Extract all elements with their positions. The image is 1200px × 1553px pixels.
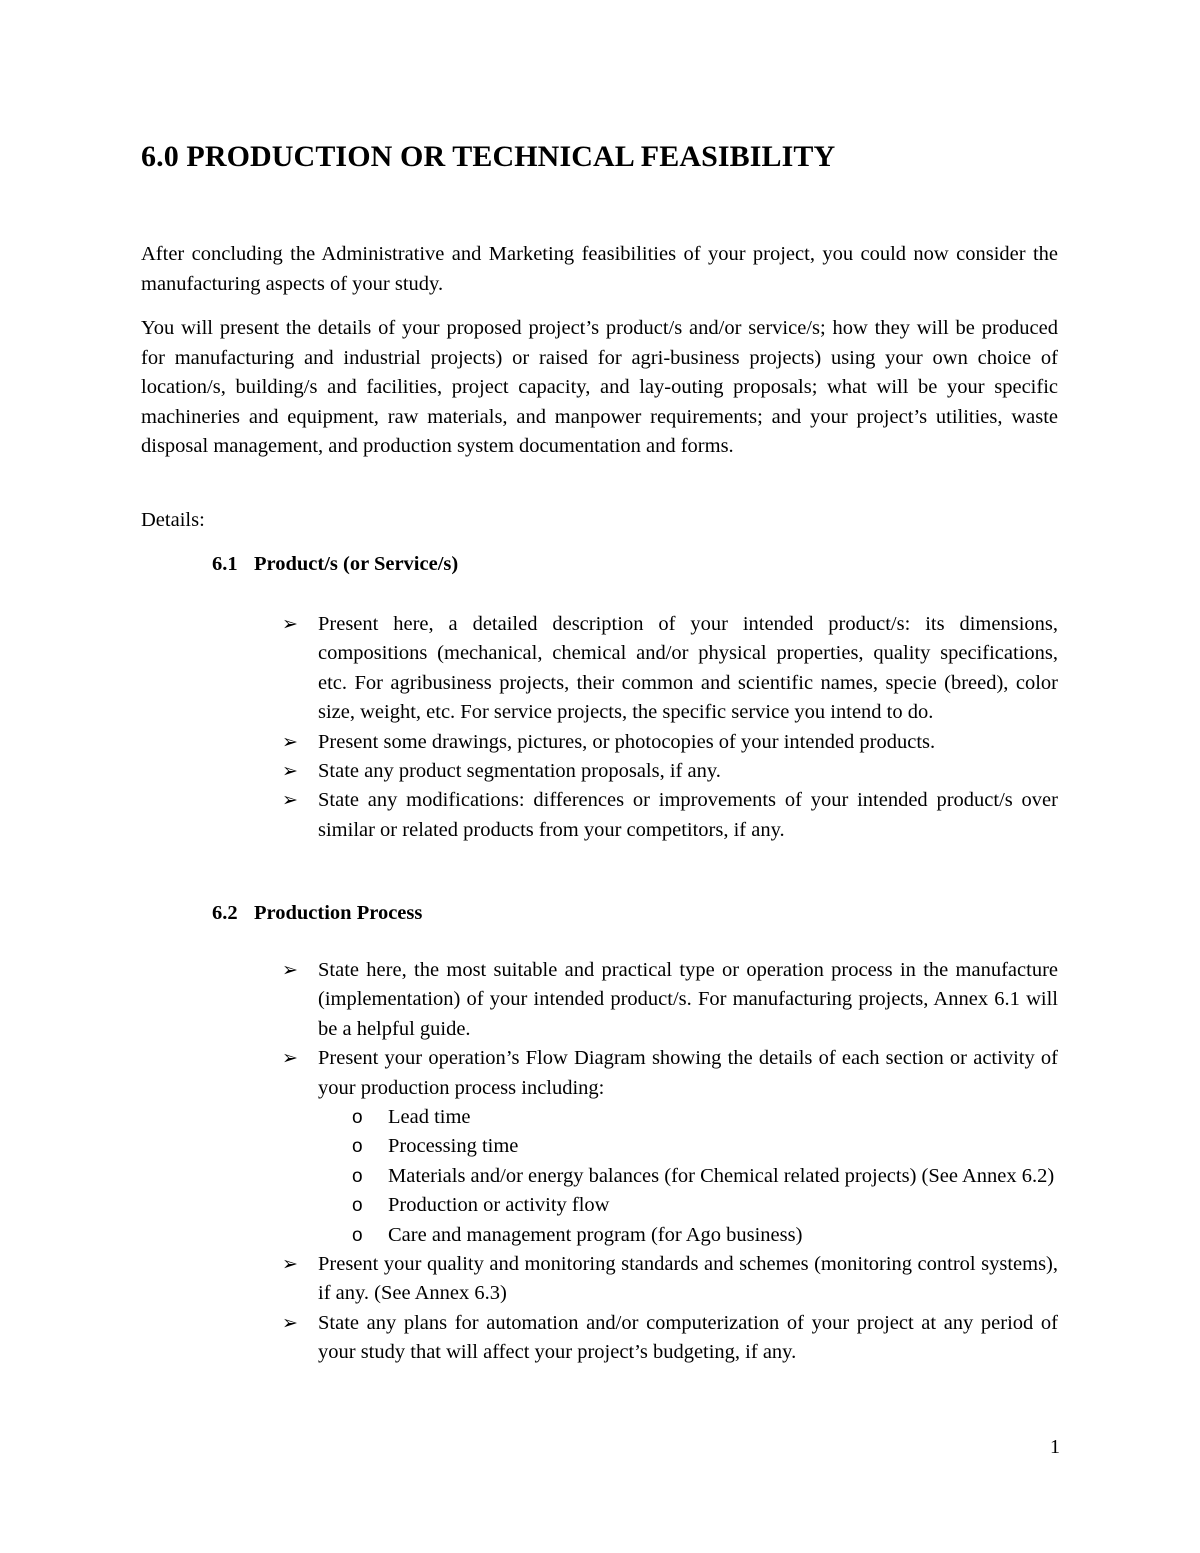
list-item: [282, 1044, 1058, 1250]
list-item-text: State here, the most suitable and practical type or operation process in the manufacture (implementation) of your intended product/s. For manufacturing projects, Annex 6.1 will be a helpful guide.: [318, 959, 1058, 1040]
arrow-bullet-icon: ➢: [282, 613, 298, 635]
section-6-1-heading: [212, 553, 458, 576]
sub-list-item-text: Materials and/or energy balances (for Chemical related projects) (See Annex 6.2): [388, 1164, 1055, 1187]
section-number: 6.2: [212, 902, 238, 924]
sub-list-item: [318, 1221, 1058, 1250]
page-number: 1: [1050, 1436, 1060, 1458]
list-item-text: Present your quality and monitoring standards and schemes (monitoring control systems), if any. (See Annex 6.3): [318, 1253, 1058, 1305]
list-item-text: State any product segmentation proposals, if any.: [318, 760, 721, 783]
sub-list-item: [318, 1191, 1058, 1220]
sub-list-item: [318, 1103, 1058, 1132]
circle-bullet-icon: o: [352, 1224, 363, 1246]
circle-bullet-icon: o: [352, 1165, 363, 1187]
list-item-text: State any plans for automation and/or computerization of your project at any period of your study that will affect your project’s budgeting, if any.: [318, 1311, 1058, 1364]
list-item: [282, 610, 1058, 728]
list-item: [282, 956, 1058, 1044]
arrow-bullet-icon: ➢: [282, 1253, 298, 1276]
list-item-text: State any modifications: differences or improvements of your intended product/s over similar or related products from your competitors, if any.: [318, 789, 1058, 841]
section-6-2-heading: [212, 902, 422, 925]
sub-list-item-text: Processing time: [388, 1135, 519, 1158]
sub-list-item-text: Care and management program (for Ago business): [388, 1223, 803, 1246]
details-label: Details:: [141, 509, 205, 531]
sub-list-item: [318, 1162, 1058, 1191]
arrow-bullet-icon: ➢: [282, 959, 298, 981]
section-title: Product/s (or Service/s): [254, 553, 459, 575]
section-6-2-list: [282, 956, 1058, 1368]
page-title: 6.0 PRODUCTION OR TECHNICAL FEASIBILITY: [141, 140, 836, 173]
sub-list: [318, 1103, 1058, 1250]
circle-bullet-icon: o: [352, 1136, 363, 1158]
arrow-bullet-icon: ➢: [282, 789, 298, 812]
section-6-1-list: [282, 610, 1058, 845]
list-item: [282, 786, 1058, 845]
arrow-bullet-icon: ➢: [282, 1047, 298, 1070]
sub-list-item-text: Lead time: [388, 1106, 471, 1129]
sub-list-item: [318, 1132, 1058, 1161]
arrow-bullet-icon: ➢: [282, 1311, 298, 1334]
list-item: [282, 1309, 1058, 1368]
list-item-text: Present your operation’s Flow Diagram showing the details of each section or activity of your production process including:: [318, 1047, 1058, 1099]
section-title: Production Process: [254, 902, 423, 924]
list-item-text: Present some drawings, pictures, or photocopies of your intended products.: [318, 730, 936, 753]
arrow-bullet-icon: ➢: [282, 730, 298, 753]
circle-bullet-icon: o: [352, 1107, 363, 1129]
list-item: [282, 728, 1058, 757]
sub-list-item-text: Production or activity flow: [388, 1194, 610, 1217]
list-item: [282, 1250, 1058, 1309]
list-item-text: Present here, a detailed description of your intended product/s: its dimensions, compositions (mechanical, chemical and/or physical properties, quality specifications, etc. For agribusiness projects, their common and scientific names, specie (breed), color size, weight, etc. For service projects, the specific service you intend to do.: [318, 613, 1058, 724]
section-number: 6.1: [212, 553, 238, 575]
arrow-bullet-icon: ➢: [282, 760, 298, 783]
intro-paragraph: After concluding the Administrative and Marketing feasibilities of your project, you could now consider the manufacturing aspects of your study.: [141, 243, 1058, 295]
list-item: [282, 757, 1058, 786]
circle-bullet-icon: o: [352, 1195, 363, 1217]
details-paragraph: You will present the details of your proposed project’s product/s and/or service/s; how they will be produced for manufacturing and industrial projects) or raised for agri-business projects) using your own choice of location/s, building/s and facilities, project capacity, and lay-outing proposals; what will be your specific machineries and equipment, raw materials, and manpower requirements; and your project’s utilities, waste disposal management, and production system documentation and forms.: [141, 317, 1058, 457]
